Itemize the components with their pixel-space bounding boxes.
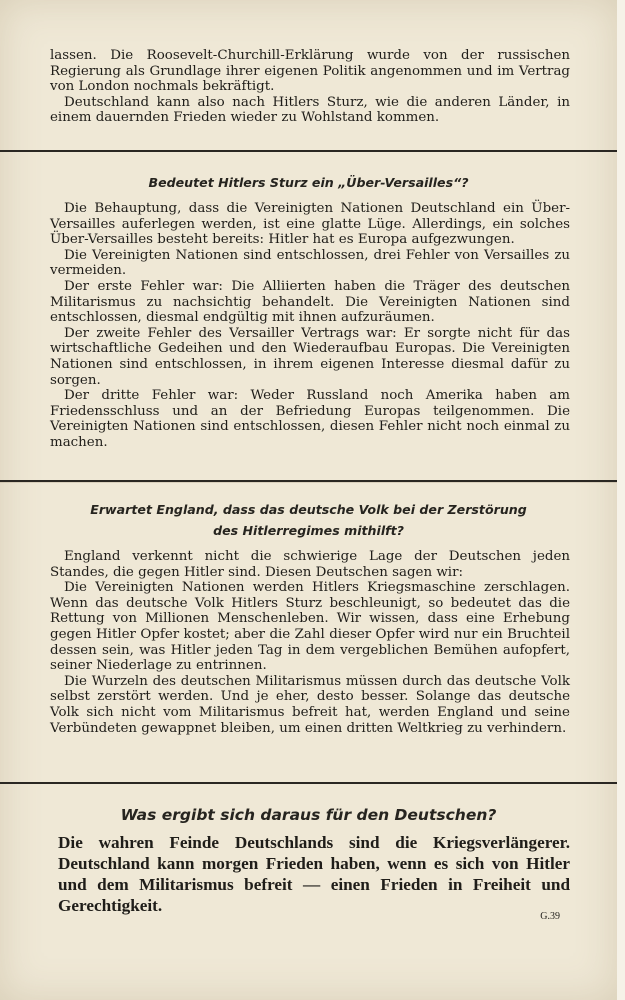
paper-fold-line (0, 482, 617, 483)
top-text (50, 48, 570, 126)
leaflet-code: G.39 (540, 911, 560, 922)
section2-text (50, 201, 570, 451)
conclusion-text: Die wahren Feinde Deutschlands sind die Kriegsverlängerer. Deutschland kann morgen Frieden haben, wenn es sich von Hitler und dem Militarismus befreit — einen Frieden in Freiheit und Gerechtigkeit. (58, 833, 570, 915)
section3-paragraph-3: Die Wurzeln des deutschen Militarismus müssen durch das deutsche Volk selbst zerstört werden. Und je eher, desto besser. Solange das deutsche Volk sich nicht vom Militarismus befreit hat, werden England und seine Verbündeten gewappnet bleiben, um einen dritten Weltkrieg zu verhindern. (50, 673, 570, 736)
section2-paragraph-3: Der erste Fehler war: Die Alliierten haben die Träger des deutschen Militarismus zu nachsichtig behandelt. Die Vereinigten Nationen sind entschlossen, diesmal endgültig mit ihnen aufzuräumen. (50, 278, 570, 326)
section3-text (50, 549, 570, 736)
section3-heading-line1: Erwartet England, dass das deutsche Volk bei der Zerstörung (90, 502, 527, 517)
top-paragraph-2: Deutschland kann also nach Hitlers Sturz, wie die anderen Länder, in einem dauernden Frieden wieder zu Wohlstand kommen. (50, 94, 570, 126)
section-divider-1 (0, 150, 617, 152)
section4-heading: Was ergibt sich daraus für den Deutschen? (120, 806, 497, 824)
section2-paragraph-1: Die Behauptung, dass die Vereinigten Nationen Deutschland ein Über-Versailles auferlegen werden, ist eine glatte Lüge. Allerdings, ein solches Über-Versailles besteht bereits: Hitler hat es Europa aufgezwungen. (50, 201, 570, 248)
section2-paragraph-2: Die Vereinigten Nationen sind entschlossen, drei Fehler von Versailles zu vermeiden. (50, 247, 570, 279)
top-paragraph-1: lassen. Die Roosevelt-Churchill-Erklärung wurde von der russischen Regierung als Grundlage ihrer eigenen Politik angenommen und im Vertrag von London nochmals bekräftigt. (50, 48, 570, 95)
section2-paragraph-4: Der zweite Fehler des Versailler Vertrags war: Er sorgte nicht für das wirtschaftliche Gedeihen und den Wiederaufbau Europas. Die Vereinigten Nationen sind entschlossen, in ihrem eigenen Interesse diesmal dafür zu sorgen. (50, 325, 570, 388)
section-divider-3 (0, 782, 617, 784)
page-edge (617, 0, 625, 1000)
section3-heading-line2: des Hitlerregimes mithilft? (213, 523, 404, 538)
section-divider-2 (0, 480, 617, 482)
section2-paragraph-5: Der dritte Fehler war: Weder Russland noch Amerika haben am Friedensschluss und an der Befriedung Europas teilgenommen. Die Vereinigten Nationen sind entschlossen, diesen Fehler nicht noch einmal zu machen. (50, 388, 570, 450)
section3-paragraph-2: Die Vereinigten Nationen werden Hitlers Kriegsmaschine zerschlagen. Wenn das deutsche Volk Hitlers Sturz beschleunigt, so bedeutet das die Rettung von Millionen Menschenleben. Wir wissen, dass eine Erhebung gegen Hitler Opfer kostet; aber die Zahl dieser Opfer wird nur ein Bruchteil dessen sein, was Hitler jeden Tag in dem vergeblichen Bemühen aufopfert, seiner Niederlage zu entrinnen. (50, 580, 570, 674)
section3-paragraph-1: England verkennt nicht die schwierige Lage der Deutschen jeden Standes, die gegen Hitler sind. Diesen Deutschen sagen wir: (50, 549, 570, 580)
section2-heading: Bedeutet Hitlers Sturz ein „Über-Versailles“? (148, 175, 469, 190)
